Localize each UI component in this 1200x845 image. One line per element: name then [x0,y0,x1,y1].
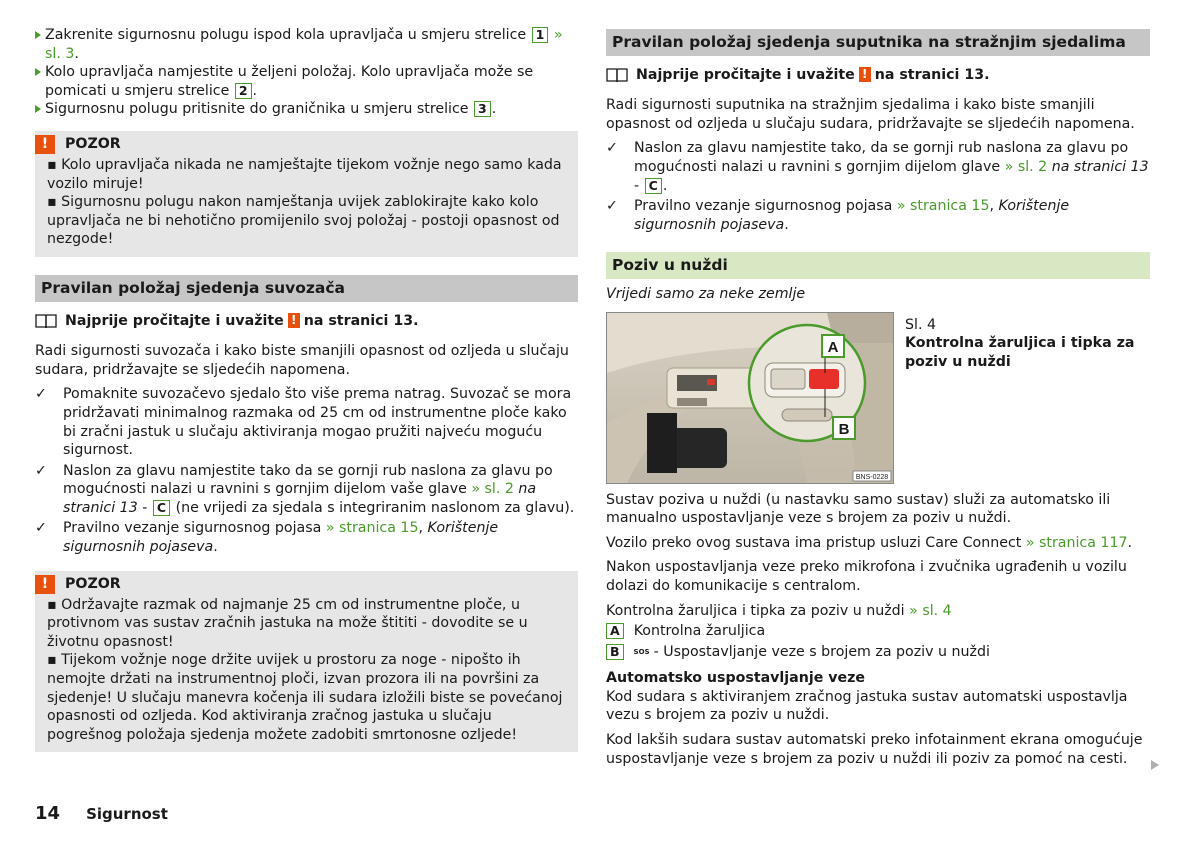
figure-number: Sl. 4 [905,316,936,333]
checkmark-icon: ✓ [35,520,47,537]
warning-item: ▪ Sigurnosnu polugu nakon namještanja uvijek zablokirajte kako kolo upravljača ne bi nehotično promijenilo svoj položaj - postoji opasnost od nezgode! [47,194,560,248]
callout-box: A [606,623,624,639]
warning-header [35,135,566,154]
figure-link[interactable]: » sl. 2 [471,481,514,498]
check-item: ✓ Pravilno vezanje sigurnosnog pojasa » stranica 15, Korištenje sigurnosnih pojaseva. [35,520,499,556]
checkmark-icon: ✓ [606,198,618,215]
check-item: ✓ Naslon za glavu namjestite tako da se gornji rub naslona za glavu po mogućnosti nalazi u ravnini s gornjim dijelom vaše glave » sl. 2 na stranici 13 - C (ne vrijedi za sjedala s integriranim naslonom za glavu). [35,462,575,516]
step-1: Zakrenite sigurnosnu polugu ispod kola upravljača u smjeru strelice 1 » sl. 3. [35,26,578,63]
figure-link[interactable]: » sl. 3 [45,27,563,62]
read-first-note: Najprije pročitajte i uvažite ! na stranici 13. [606,66,1150,85]
paragraph: Nakon uspostavljanja veze preko mikrofona i zvučnika ugrađenih u vozilu dolazi do komunikacije s centralom. [606,559,1127,594]
subheading: Automatsko uspostavljanje veze [606,670,866,687]
step-3: Sigurnosnu polugu pritisnite do graničnika u smjeru strelice 3 . [35,100,578,119]
intro-paragraph: Radi sigurnosti suputnika na stražnjim sjedalima i kako biste smanjili opasnost od ozljeda u slučaju sudara, pridržavajte se sljedećih napomena. [606,97,1135,132]
step-2: Kolo upravljača namjestite u željeni položaj. Kolo upravljača može se pomicati u smjeru strelice 2 . [35,63,578,100]
checkmark-icon: ✓ [35,462,47,479]
paragraph: Vozilo preko ovog sustava ima pristup usluzi Care Connect » stranica 117. [606,534,1133,551]
figure-code: BNS-0228 [855,473,889,481]
warning-item: ▪ Kolo upravljača nikada ne namještajte tijekom vožnje nego samo kada vozilo miruje! [47,156,562,192]
callout-box: B [606,644,624,660]
page-link[interactable]: » stranica 15 [325,520,419,537]
callout-box: 2 [235,83,252,99]
warning-title: POZOR [65,575,121,592]
warning-icon: ! [35,135,55,154]
read-first-note: Najprije pročitajte i uvažite ! na stranici 13. [35,312,578,331]
checkmark-icon: ✓ [606,140,618,157]
chapter-title: Sigurnost [86,805,168,823]
roof-console-illustration [607,313,893,483]
figure-label-b: B [838,420,850,438]
figure-label-a: A [827,338,839,356]
warning-box-1 [35,131,578,257]
warning-header [35,575,566,594]
callout-box: 1 [532,27,549,43]
figure-link[interactable]: » sl. 4 [909,602,952,619]
warning-icon: ! [288,313,300,328]
section-heading: Pravilan položaj sjedenja suvozača [35,275,578,302]
check-item: ✓ Pomaknite suvozačevo sjedalo što više prema natrag. Suvozač se mora pridržavati minimalnog razmaka od 25 cm od instrumentne ploče kako bi zračni jastuk u slučaju aktiviranja mogao pružiti najveću moguću sigurnost. [35,386,572,459]
warning-title: POZOR [65,136,121,153]
figure-caption [905,316,1145,484]
warning-box-2 [35,571,578,753]
section-subtitle: Vrijedi samo za neke zemlje [606,285,806,302]
checkmark-icon: ✓ [35,386,47,403]
callout-box: 3 [474,101,491,117]
paragraph: Kod lakših sudara sustav automatski preko infotainment ekrana omogućuje uspostavljanje veze s brojem za poziv u nuždi ili poziv za pomoć na cesti. [606,732,1143,767]
intro-paragraph: Radi sigurnosti suvozača i kako biste smanjili opasnost od ozljeda u slučaju sudara, pridržavajte se sljedećih napomena. [35,343,569,378]
warning-icon: ! [35,575,55,594]
warning-icon: ! [859,67,871,82]
paragraph: Kod sudara s aktiviranjem zračnog jastuka sustav automatski uspostavlja vezu s brojem za poziv u nuždi. [606,688,1128,724]
legend-item-a: A Kontrolna žaruljica [606,622,1150,641]
section-heading: Poziv u nuždi [606,252,1150,279]
page-number: 14 [35,803,61,824]
page-link[interactable]: » stranica 117 [1025,534,1128,551]
paragraph: Sustav poziva u nuždi (u nastavku samo sustav) služi za automatsko ili manualno uspostavljanje veze s brojem za poziv u nuždi. [606,491,1111,527]
check-item: ✓ Naslon za glavu namjestite tako, da se gornji rub naslona za glavu po mogućnosti nalazi u ravnini s gornjim dijelom glave » sl. 2 na stranici 13 - C . [606,140,1149,194]
section-heading: Pravilan položaj sjedenja suputnika na stražnjim sjedalima [606,29,1150,56]
page-footer [35,805,168,824]
figure-caption-text: Kontrolna žaruljica i tipka za poziv u nuždi [905,335,1135,370]
left-column [35,26,578,752]
warning-item: ▪ Održavajte razmak od najmanje 25 cm od instrumentne ploče, u protivnom vas sustav zračnih jastuka na može štititi - dovodite se u životnu opasnost! [47,596,528,650]
continue-arrow-icon [1151,757,1160,776]
warning-item: ▪ Tijekom vožnje noge držite uvijek u prostoru za noge - nipošto ih nemojte držati na instrumentnoj ploči, izvan prozora ili na površini za sjedenje! U slučaju manevra kočenja ili sudara izložili biste se povećanoj opasnosti od ozljeda. Kod aktiviranja zračnog jastuka u slučaju pogrešnog položaja sjedenja možete zadobiti smrtonosne ozljede! [47,652,563,743]
right-column [606,29,1150,774]
book-icon [35,313,57,329]
legend-item-b: B SOS - Uspostavljanje veze s brojem za poziv u nuždi [606,643,1150,662]
sos-icon: SOS [633,647,650,656]
check-item: ✓ Pravilno vezanje sigurnosnog pojasa » stranica 15, Korištenje sigurnosnih pojaseva. [606,198,1070,233]
callout-box: C [153,500,170,516]
figure-link[interactable]: » sl. 2 [1004,158,1048,175]
page-link[interactable]: » stranica 15 [896,198,990,215]
book-icon [606,67,628,83]
figure-image [606,312,894,484]
figure-4 [606,312,1150,484]
paragraph: Kontrolna žaruljica i tipka za poziv u nuždi » sl. 4 [606,602,952,619]
callout-box: C [645,178,662,194]
